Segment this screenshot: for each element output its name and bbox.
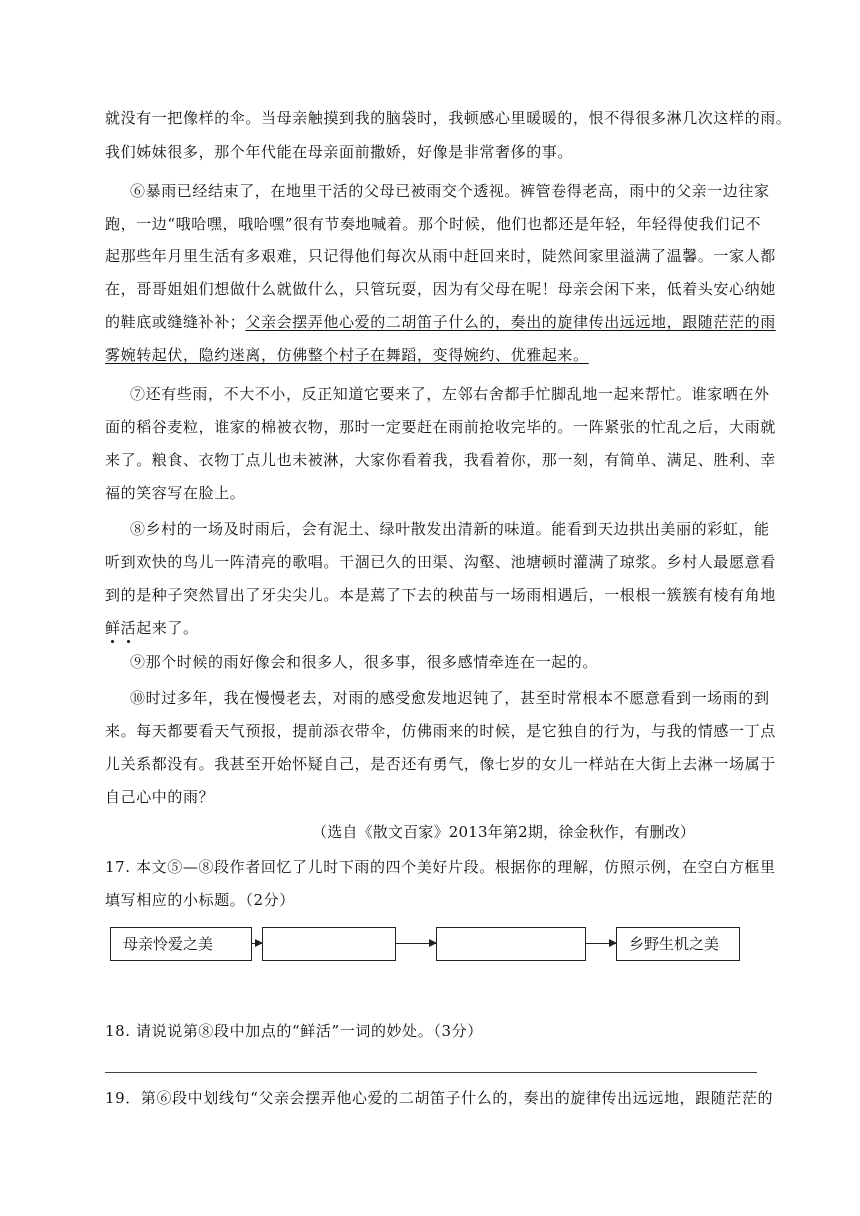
passage-line: 面的稻谷麦粒，谁家的棉被衣物，那时一定要赶在雨前抢收完毕的。一阵紧张的忙乱之后，大雨就 bbox=[105, 418, 776, 436]
passage-line: 到的是种子突然冒出了牙尖尖儿。本是蔫了下去的秧苗与一场雨相遇后，一根根一簇簇有棱有角地 bbox=[105, 586, 776, 604]
answer-line[interactable] bbox=[105, 1072, 757, 1073]
passage-line: 自己心中的雨？ bbox=[105, 788, 215, 806]
dotted-word-char: 鲜 bbox=[105, 619, 121, 637]
passage-line: 起那些年月里生活有多艰难，只记得他们每次从雨中赶回来时，陡然间家里溢满了温馨。一家人都 bbox=[105, 247, 776, 265]
passage-line: ⑥暴雨已经结束了，在地里干活的父母已被雨交个透视。裤管卷得老高，雨中的父亲一边往家 bbox=[130, 182, 770, 200]
passage-line: 我们姊妹很多，那个年代能在母亲面前撒娇，好像是非常奢侈的事。 bbox=[105, 143, 574, 161]
passage-text: 的鞋底或缝缝补补； bbox=[105, 313, 246, 331]
passage-line: 跑，一边“哦哈嘿，哦哈嘿”很有节奏地喊着。那个时候，他们也都还是年轻，年轻得使我们记不 bbox=[105, 215, 762, 233]
passage-line: 来了。粮食、衣物丁点儿也未被淋，大家你看着我，我看着你，那一刻，有简单、满足、胜利、幸 bbox=[105, 451, 776, 469]
subtitle-box-1: 母亲怜爱之美 bbox=[110, 927, 252, 961]
passage-line: 听到欢快的鸟儿一阵清亮的歌唱。干涸已久的田渠、沟壑、池塘顿时灌满了琼浆。乡村人最愿意看 bbox=[105, 553, 776, 571]
arrow-icon bbox=[252, 943, 262, 944]
passage-line: ⑦还有些雨，不大不小，反正知道它要来了，左邻右舍都手忙脚乱地一起来帮忙。谁家晒在外 bbox=[130, 385, 770, 403]
passage-line: 来。每天都要看天气预报，提前添衣带伞，仿佛雨来的时候，是它独自的行为，与我的情感一丁点 bbox=[105, 722, 776, 740]
passage-line bbox=[105, 618, 760, 638]
subtitle-box-2[interactable] bbox=[262, 927, 396, 961]
passage-text: 起来了。 bbox=[136, 619, 199, 637]
question-17: 17. 本文⑤—⑧段作者回忆了儿时下雨的四个美好片段。根据你的理解，仿照示例，在空白方框里 bbox=[105, 858, 776, 876]
underlined-sentence: 雾婉转起伏，隐约迷离，仿佛整个村子在舞蹈，变得婉约、优雅起来。 bbox=[105, 346, 589, 364]
subtitle-box-4: 乡野生机之美 bbox=[616, 927, 740, 961]
question-17: 填写相应的小标题。（2分） bbox=[105, 891, 295, 909]
passage-line: ⑩时过多年，我在慢慢老去，对雨的感受愈发地迟钝了，甚至时常根本不愿意看到一场雨的到 bbox=[130, 689, 770, 707]
passage-line: 就没有一把像样的伞。当母亲触摸到我的脑袋时，我顿感心里暖暖的，恨不得很多淋几次这样的雨。 bbox=[105, 109, 792, 127]
passage-line bbox=[105, 312, 776, 332]
source-citation: （选自《散文百家》2013年第2期，徐金秋作，有删改） bbox=[312, 823, 696, 841]
passage-line: 在，哥哥姐姐们想做什么就做什么，只管玩耍，因为有父母在呢！母亲会闲下来，低着头安心纳她 bbox=[105, 280, 776, 298]
arrow-icon bbox=[396, 943, 436, 944]
question-18: 18. 请说说第⑧段中加点的“鲜活”一词的妙处。（3分） bbox=[105, 1022, 483, 1040]
question-19: 19．第⑥段中划线句“父亲会摆弄他心爱的二胡笛子什么的，奏出的旋律传出远远地，跟随茫茫的 bbox=[105, 1089, 774, 1107]
dotted-word-char: 活 bbox=[120, 619, 137, 637]
subtitle-box-3[interactable] bbox=[436, 927, 586, 961]
passage-line: ⑨那个时候的雨好像会和很多人，很多事，很多感情牵连在一起的。 bbox=[130, 653, 599, 671]
passage-line: 福的笑容写在脸上。 bbox=[105, 484, 246, 502]
passage-line bbox=[105, 345, 760, 365]
arrow-icon bbox=[586, 943, 616, 944]
passage-line: 儿关系都没有。我甚至开始怀疑自己，是否还有勇气，像七岁的女儿一样站在大街上去淋一场属于 bbox=[105, 755, 776, 773]
underlined-sentence: 父亲会摆弄他心爱的二胡笛子什么的，奏出的旋律传出远远地，跟随茫茫的雨 bbox=[245, 313, 776, 331]
passage-line: ⑧乡村的一场及时雨后，会有泥土、绿叶散发出清新的味道。能看到天边拱出美丽的彩虹，能 bbox=[130, 520, 770, 538]
